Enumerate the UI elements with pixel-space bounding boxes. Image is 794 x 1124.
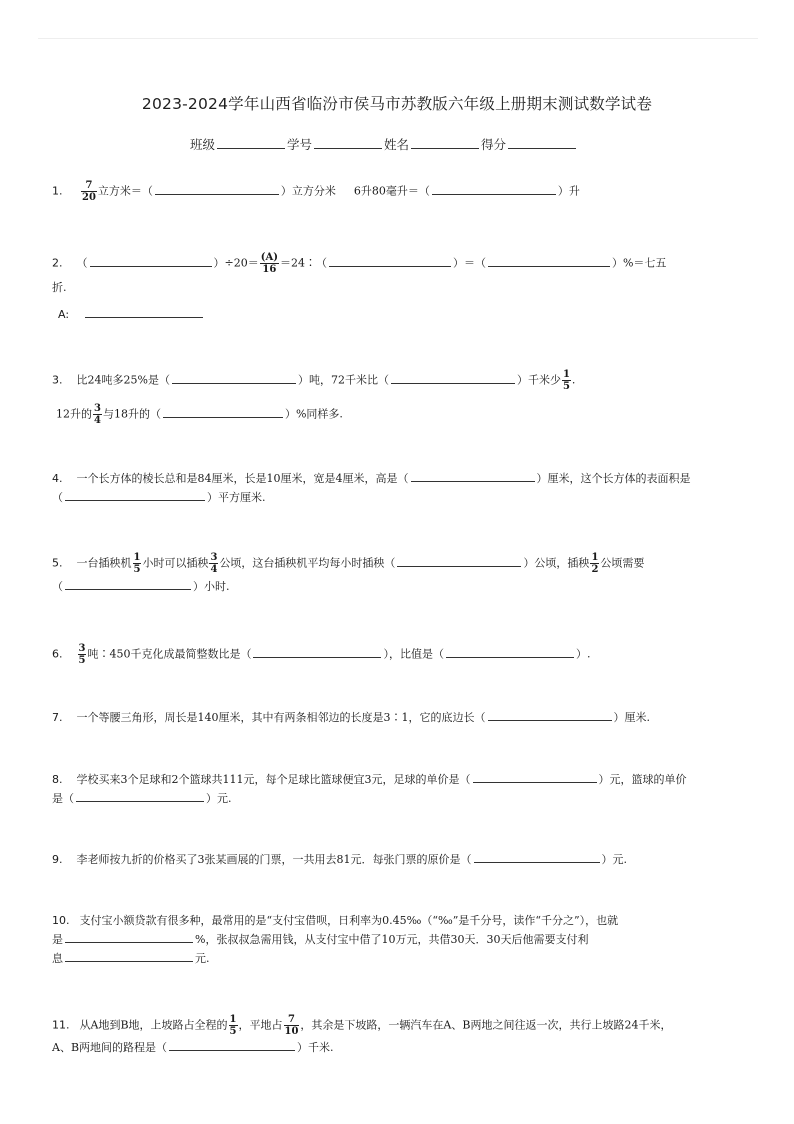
question-text: ，其余是下坡路，一辆汽车在A、B两地之间往返一次，共行上坡路24千米，	[300, 1018, 672, 1032]
answer-blank[interactable]	[65, 931, 193, 943]
question-5	[52, 552, 752, 575]
question-text: 比24吨多25%是（	[76, 373, 170, 387]
fraction-denominator: 5	[133, 564, 141, 575]
question-text: 一台插秧机	[76, 556, 132, 570]
question-text: （	[52, 580, 63, 593]
answer-blank[interactable]	[473, 771, 597, 783]
fraction	[78, 643, 87, 666]
question-text: ）立方分米	[280, 184, 336, 198]
question-2	[52, 252, 752, 275]
fraction-numerator: 7	[81, 180, 97, 192]
question-2-answer	[58, 306, 758, 324]
question-text: 是（	[52, 792, 74, 805]
question-text: 吨∶450千克化成最简整数比是（	[87, 647, 252, 661]
fraction-numerator: 3	[78, 643, 86, 654]
fraction-numerator: (A)	[260, 252, 278, 263]
question-text: 息	[52, 952, 63, 965]
question-text: ）元，篮球的单价	[598, 773, 687, 786]
page-top-rule	[38, 38, 758, 39]
number-blank[interactable]	[314, 137, 382, 149]
question-text: 元.	[195, 952, 210, 965]
student-info-line	[190, 135, 578, 153]
question-text: ）平方厘米.	[207, 491, 266, 504]
question-text: ）升	[557, 184, 580, 198]
question-text: （	[52, 491, 63, 504]
class-blank[interactable]	[217, 137, 285, 149]
fraction-numerator: 1	[229, 1014, 237, 1025]
question-5-line-2	[52, 578, 752, 596]
question-11	[52, 1014, 752, 1037]
fraction	[133, 552, 142, 575]
question-number: 7.	[52, 711, 63, 724]
fraction-denominator: 5	[562, 381, 570, 392]
answer-blank[interactable]	[172, 372, 296, 384]
answer-blank[interactable]	[163, 406, 283, 418]
answer-label: A:	[58, 308, 70, 321]
question-10	[52, 912, 752, 930]
fraction	[260, 252, 279, 275]
fraction-denominator: 5	[229, 1026, 237, 1037]
question-text: 是	[52, 933, 63, 946]
answer-blank[interactable]	[411, 470, 535, 482]
question-4-line-2	[52, 489, 752, 507]
question-text: ）千米少	[516, 373, 561, 387]
question-text: ）小时.	[193, 580, 230, 593]
score-blank[interactable]	[508, 137, 576, 149]
question-text: ＝24∶（	[279, 256, 327, 270]
question-3	[52, 369, 752, 392]
question-text: （	[76, 256, 88, 270]
answer-blank[interactable]	[169, 1039, 295, 1051]
question-text: ）吨，72千米比（	[297, 373, 389, 387]
fraction-denominator: 20	[82, 192, 96, 203]
score-label: 得分	[481, 137, 507, 152]
question-number: 6.	[52, 647, 63, 661]
page-title: 2023-2024学年山西省临汾市侯马市苏教版六年级上册期末测试数学试卷	[141, 95, 653, 113]
question-text: %，张叔叔急需用钱，从支付宝中借了10万元，共借30天．30天后他需要支付利	[195, 933, 589, 946]
fraction	[93, 403, 102, 426]
question-text: A、B两地间的路程是（	[52, 1041, 168, 1054]
fraction-numerator: 1	[133, 552, 141, 563]
question-11-line-2	[52, 1039, 752, 1057]
question-number: 11.	[52, 1018, 70, 1032]
question-4	[52, 470, 752, 488]
question-text: 支付宝小额贷款有很多种，最常用的是“支付宝借呗，日利率为0.45‰（“‰”是千分号，读作“千分之”），也就	[79, 914, 619, 927]
question-text: .	[571, 373, 576, 387]
question-text: 与18升的（	[102, 407, 161, 421]
answer-blank[interactable]	[85, 306, 203, 318]
fraction	[590, 552, 599, 575]
question-text: 学校买来3个足球和2个篮球共111元，每个足球比篮球便宜3元，足球的单价是（	[76, 773, 471, 786]
question-10-line-3	[52, 950, 752, 968]
fraction-numerator: 3	[94, 403, 101, 414]
question-text: ）%＝七五	[611, 256, 667, 270]
answer-blank[interactable]	[329, 255, 451, 267]
fraction-numerator: 1	[562, 369, 570, 380]
answer-blank[interactable]	[65, 578, 191, 590]
question-8	[52, 771, 752, 789]
fraction-denominator: 16	[262, 264, 277, 275]
fraction	[284, 1014, 300, 1037]
question-3-line-2	[56, 403, 756, 426]
fraction-numerator: 1	[591, 552, 599, 563]
question-number: 2.	[52, 256, 63, 270]
question-text: ）.	[575, 647, 591, 661]
question-text: 一个等腰三角形，周长是140厘米，其中有两条相邻边的长度是3∶1，它的底边长（	[76, 711, 486, 724]
fraction	[209, 552, 218, 575]
answer-blank[interactable]	[253, 646, 381, 658]
answer-blank[interactable]	[391, 372, 515, 384]
answer-blank[interactable]	[432, 183, 556, 195]
fraction	[562, 369, 571, 392]
answer-blank[interactable]	[155, 183, 279, 195]
question-text: 立方米＝（	[97, 184, 153, 198]
question-10-line-2	[52, 931, 752, 949]
question-7	[52, 709, 752, 727]
question-6	[52, 643, 752, 666]
question-text: 一个长方体的棱长总和是84厘米，长是10厘米，宽是4厘米，高是（	[76, 472, 409, 485]
question-text: 公顷需要	[600, 556, 645, 570]
question-text: 折.	[52, 281, 67, 294]
fraction-denominator: 10	[284, 1026, 299, 1037]
question-text: 小时可以插秧	[142, 556, 209, 570]
name-label: 姓名	[384, 137, 410, 152]
question-number: 8.	[52, 773, 63, 786]
question-number: 1.	[52, 184, 63, 198]
question-text: ），比值是（	[383, 647, 444, 661]
answer-blank[interactable]	[488, 255, 610, 267]
question-text: ，平地占	[238, 1018, 283, 1032]
question-number: 4.	[52, 472, 63, 485]
fraction-numerator: 7	[284, 1014, 300, 1026]
question-text: ）厘米.	[613, 711, 650, 724]
fraction-denominator: 4	[210, 564, 218, 575]
name-blank[interactable]	[411, 137, 479, 149]
fraction	[81, 180, 97, 203]
question-number: 3.	[52, 373, 63, 387]
fraction	[229, 1014, 238, 1037]
question-1	[52, 180, 752, 203]
question-text: ）÷20＝	[213, 256, 259, 270]
question-text: 从A地到B地，上坡路占全程的	[79, 1018, 228, 1032]
question-number: 9.	[52, 853, 63, 866]
number-label: 学号	[287, 137, 313, 152]
answer-blank[interactable]	[488, 709, 612, 721]
question-number: 5.	[52, 556, 63, 570]
question-text: ）＝（	[452, 256, 486, 270]
question-2-line-2	[52, 279, 752, 297]
answer-blank[interactable]	[446, 646, 574, 658]
answer-blank[interactable]	[65, 950, 193, 962]
question-text: ）公顷，插秧	[523, 556, 590, 570]
question-text: ）千米.	[297, 1041, 334, 1054]
fraction-denominator: 5	[78, 655, 86, 666]
question-text: 12升的	[56, 407, 92, 421]
question-number: 10.	[52, 914, 70, 927]
answer-blank[interactable]	[397, 555, 521, 567]
answer-blank[interactable]	[76, 790, 204, 802]
fraction-numerator: 3	[210, 552, 218, 563]
answer-blank[interactable]	[90, 255, 212, 267]
question-text: ）%同样多.	[284, 407, 343, 421]
question-text: ）元.	[206, 792, 232, 805]
question-text: ）厘米，这个长方体的表面积是	[536, 472, 691, 485]
fraction-denominator: 2	[591, 564, 599, 575]
question-text: 李老师按九折的价格买了3张某画展的门票，一共用去81元．每张门票的原价是（	[76, 853, 472, 866]
answer-blank[interactable]	[474, 851, 600, 863]
answer-blank[interactable]	[65, 489, 205, 501]
question-text: 公顷，这台插秧机平均每小时插秧（	[219, 556, 396, 570]
question-9	[52, 851, 752, 869]
class-label: 班级	[190, 137, 216, 152]
fraction-denominator: 4	[94, 415, 101, 426]
question-text: 6升80毫升＝（	[353, 184, 430, 198]
question-text: ）元.	[601, 853, 627, 866]
question-8-line-2	[52, 790, 752, 808]
